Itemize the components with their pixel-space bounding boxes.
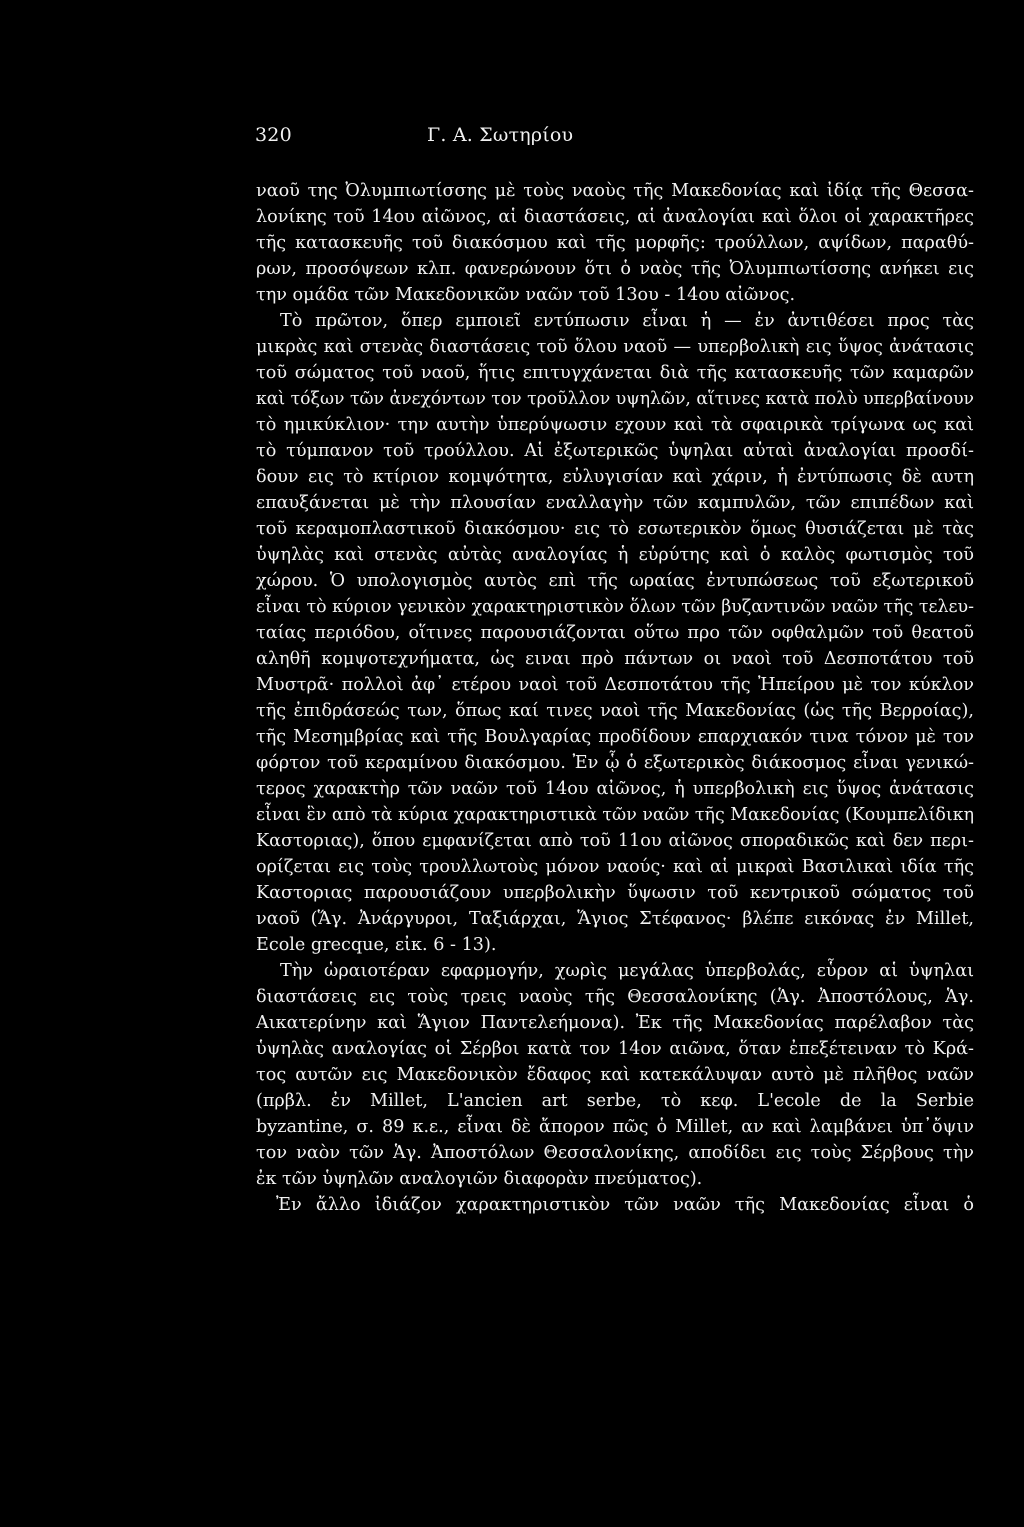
text-line: Τὴν ὡραιοτέραν εφαρμογήν, χωρὶς μεγάλας ὑπερβολάς, εὗρον αἱ ὑψηλαι [280,961,974,981]
text-line: τερος χαρακτὴρ τῶν ναῶν τοῦ 14ου αἰῶνος, ἡ υπερβολικὴ εις ὕψος ἀνάτασις [256,779,974,799]
text-line: Τὸ πρῶτον, ὅπερ εμποιεῖ εντύπωσιν εἶναι ἡ — ἐν ἀντιθέσει προς τὰς [280,311,974,331]
text-line: τοῦ κεραμοπλαστικοῦ διακόσμου· εις τὸ εσωτερικὸν ὅμως θυσιάζεται μὲ τὰς [256,519,974,539]
text-line: (πρβλ. ἐν Millet, L'ancien art serbe, τὸ κεφ. L'ecole de la Serbie [256,1091,974,1111]
text-line: τοῦ σώματος τοῦ ναοῦ, ἥτις επιτυγχάνεται διὰ τῆς κατασκευῆς τῶν καμαρῶν [256,363,974,383]
text-line: Καστοριας), ὅπου εμφανίζεται απὸ τοῦ 11ου αἰῶνος σποραδικῶς καὶ δεν περι- [256,831,974,851]
text-line: Αικατερίνην καὶ Ἅγιον Παντελεήμονα). Ἐκ τῆς Μακεδονίας παρέλαβον τὰς [256,1013,974,1033]
text-line: ταίας περιόδου, οἵτινες παρουσιάζονται οὕτω προ τῶν οφθαλμῶν τοῦ θεατοῦ [256,623,974,643]
text-line: επαυξάνεται μὲ τὴν πλουσίαν εναλλαγὴν τῶν καμπυλῶν, τῶν επιπέδων καὶ [256,493,974,513]
text-line: byzantine, σ. 89 κ.ε., εἶναι δὲ ἄπορον πῶς ὁ Millet, αν καὶ λαμβάνει ὑπ᾽ὄψιν [256,1117,974,1137]
text-line: τὸ ημικύκλιον· την αυτὴν ὑπερύψωσιν εχουν καὶ τὰ σφαιρικὰ τρίγωνα ως καὶ [256,415,974,435]
text-line: ορίζεται εις τοὺς τρουλλωτοὺς μόνον ναούς· καὶ αἱ μικραὶ Βασιλικαὶ ιδία τῆς [256,857,974,877]
text-line: ναοῦ (Ἅγ. Ἀνάργυροι, Ταξιάρχαι, Ἅγιος Στέφανος· βλέπε εικόνας ἐν Millet, [256,909,974,929]
text-line: εἶναι τὸ κύριον γενικὸν χαρακτηριστικὸν ὅλων τῶν βυζαντινῶν ναῶν τῆς τελευ- [256,597,975,617]
text-line: μικρὰς καὶ στενὰς διαστάσεις τοῦ ὅλου ναοῦ — υπερβολικὴ εις ὕψος ἀνάτασις [256,337,974,357]
body-text [256,178,974,1218]
text-line: λονίκης τοῦ 14ου αἰῶνος, αἱ διαστάσεις, αἱ ἀναλογίαι καὶ ὅλοι οἱ χαρακτῆρες [256,207,974,227]
text-line: τῆς κατασκευῆς τοῦ διακόσμου καὶ τῆς μορφῆς: τρούλλων, αψίδων, παραθύ- [256,233,974,253]
text-line: χώρου. Ὁ υπολογισμὸς αυτὸς επὶ τῆς ωραίας ἐντυπώσεως τοῦ εξωτερικοῦ [256,571,974,591]
text-line: Ἐν ἄλλο ἰδιάζον χαρακτηριστικὸν τῶν ναῶν τῆς Μακεδονίας εἶναι ὁ [276,1195,974,1215]
page-header [0,124,1024,154]
text-line: ὑψηλὰς αναλογίας οἱ Σέρβοι κατὰ τον 14ον αιῶνα, ὅταν ἐπεξέτειναν τὸ Κρά- [256,1039,974,1059]
text-line: ὑψηλὰς καὶ στενὰς αὐτὰς αναλογίας ἡ εὐρύτης καὶ ὁ καλὸς φωτισμὸς τοῦ [256,545,974,565]
text-line: τῆς Μεσημβρίας καὶ τῆς Βουλγαρίας προδίδουν επαρχιακόν τινα τόνον μὲ τον [256,727,974,747]
text-line: τος αυτῶν εις Μακεδονικὸν ἔδαφος καὶ κατεκάλυψαν αυτὸ μὲ πλῆθος ναῶν [256,1065,974,1085]
text-line: αληθῆ κομψοτεχνήματα, ὡς ειναι πρὸ πάντων οι ναοὶ τοῦ Δεσποτάτου τοῦ [256,649,974,669]
text-line: την ομάδα τῶν Μακεδονικῶν ναῶν τοῦ 13ου - 14ου αἰῶνος. [256,285,796,305]
text-line: ναοῦ της Ὀλυμπιωτίσσης μὲ τοὺς ναοὺς τῆς Μακεδονίας καὶ ἰδίᾳ τῆς Θεσσα- [256,181,974,201]
page-number: 320 [255,124,292,146]
text-line: Ecole grecque, εἰκ. 6 - 13). [256,935,497,955]
text-line: εἶναι ἓν απὸ τὰ κύρια χαρακτηριστικὰ τῶν ναῶν τῆς Μακεδονίας (Κουμπελίδικη [256,805,974,825]
text-line: φόρτον τοῦ κεραμίνου διακόσμου. Ἐν ᾧ ὁ εξωτερικὸς διάκοσμος εἶναι γενικώ- [256,753,974,773]
text-line: διαστάσεις εις τοὺς τρεις ναοὺς τῆς Θεσσαλονίκης (Ἁγ. Ἀποστόλους, Ἁγ. [256,987,974,1007]
text-line: ἐκ τῶν ὑψηλῶν αναλογιῶν διαφορὰν πνεύματος). [256,1169,703,1189]
running-head: Γ. Α. Σωτηρίου [427,124,574,146]
text-line: Καστοριας παρουσιάζουν υπερβολικὴν ὕψωσιν τοῦ κεντρικοῦ σώματος τοῦ [256,883,974,903]
text-line: δουν εις τὸ κτίριον κομψότητα, εὐλυγισίαν καὶ χάριν, ἡ ἐντύπωσις δὲ αυτη [256,467,974,487]
text-line: Μυστρᾶ· πολλοὶ ἀφ᾽ ετέρου ναοὶ τοῦ Δεσποτάτου τῆς Ἠπείρου μὲ τον κύκλον [256,675,974,695]
text-line: ρων, προσόψεων κλπ. φανερώνουν ὅτι ὁ ναὸς τῆς Ὀλυμπιωτίσσης ανήκει εις [256,259,974,279]
text-line: καὶ τόξων τῶν ἀνεχόντων τον τροῦλλον υψηλῶν, αἵτινες κατὰ πολὺ υπερβαίνουν [256,389,975,409]
text-line: τον ναὸν τῶν Ἁγ. Ἀποστόλων Θεσσαλονίκης, αποδίδει εις τοὺς Σέρβους τὴν [256,1143,974,1163]
text-line: τῆς ἐπιδράσεώς των, ὅπως καί τινες ναοὶ τῆς Μακεδονίας (ὡς τῆς Βερροίας), [256,701,974,721]
text-line: τὸ τύμπανον τοῦ τρούλλου. Αἱ ἐξωτερικῶς ὑψηλαι αὐταὶ ἀναλογίαι προσδί- [256,441,974,461]
